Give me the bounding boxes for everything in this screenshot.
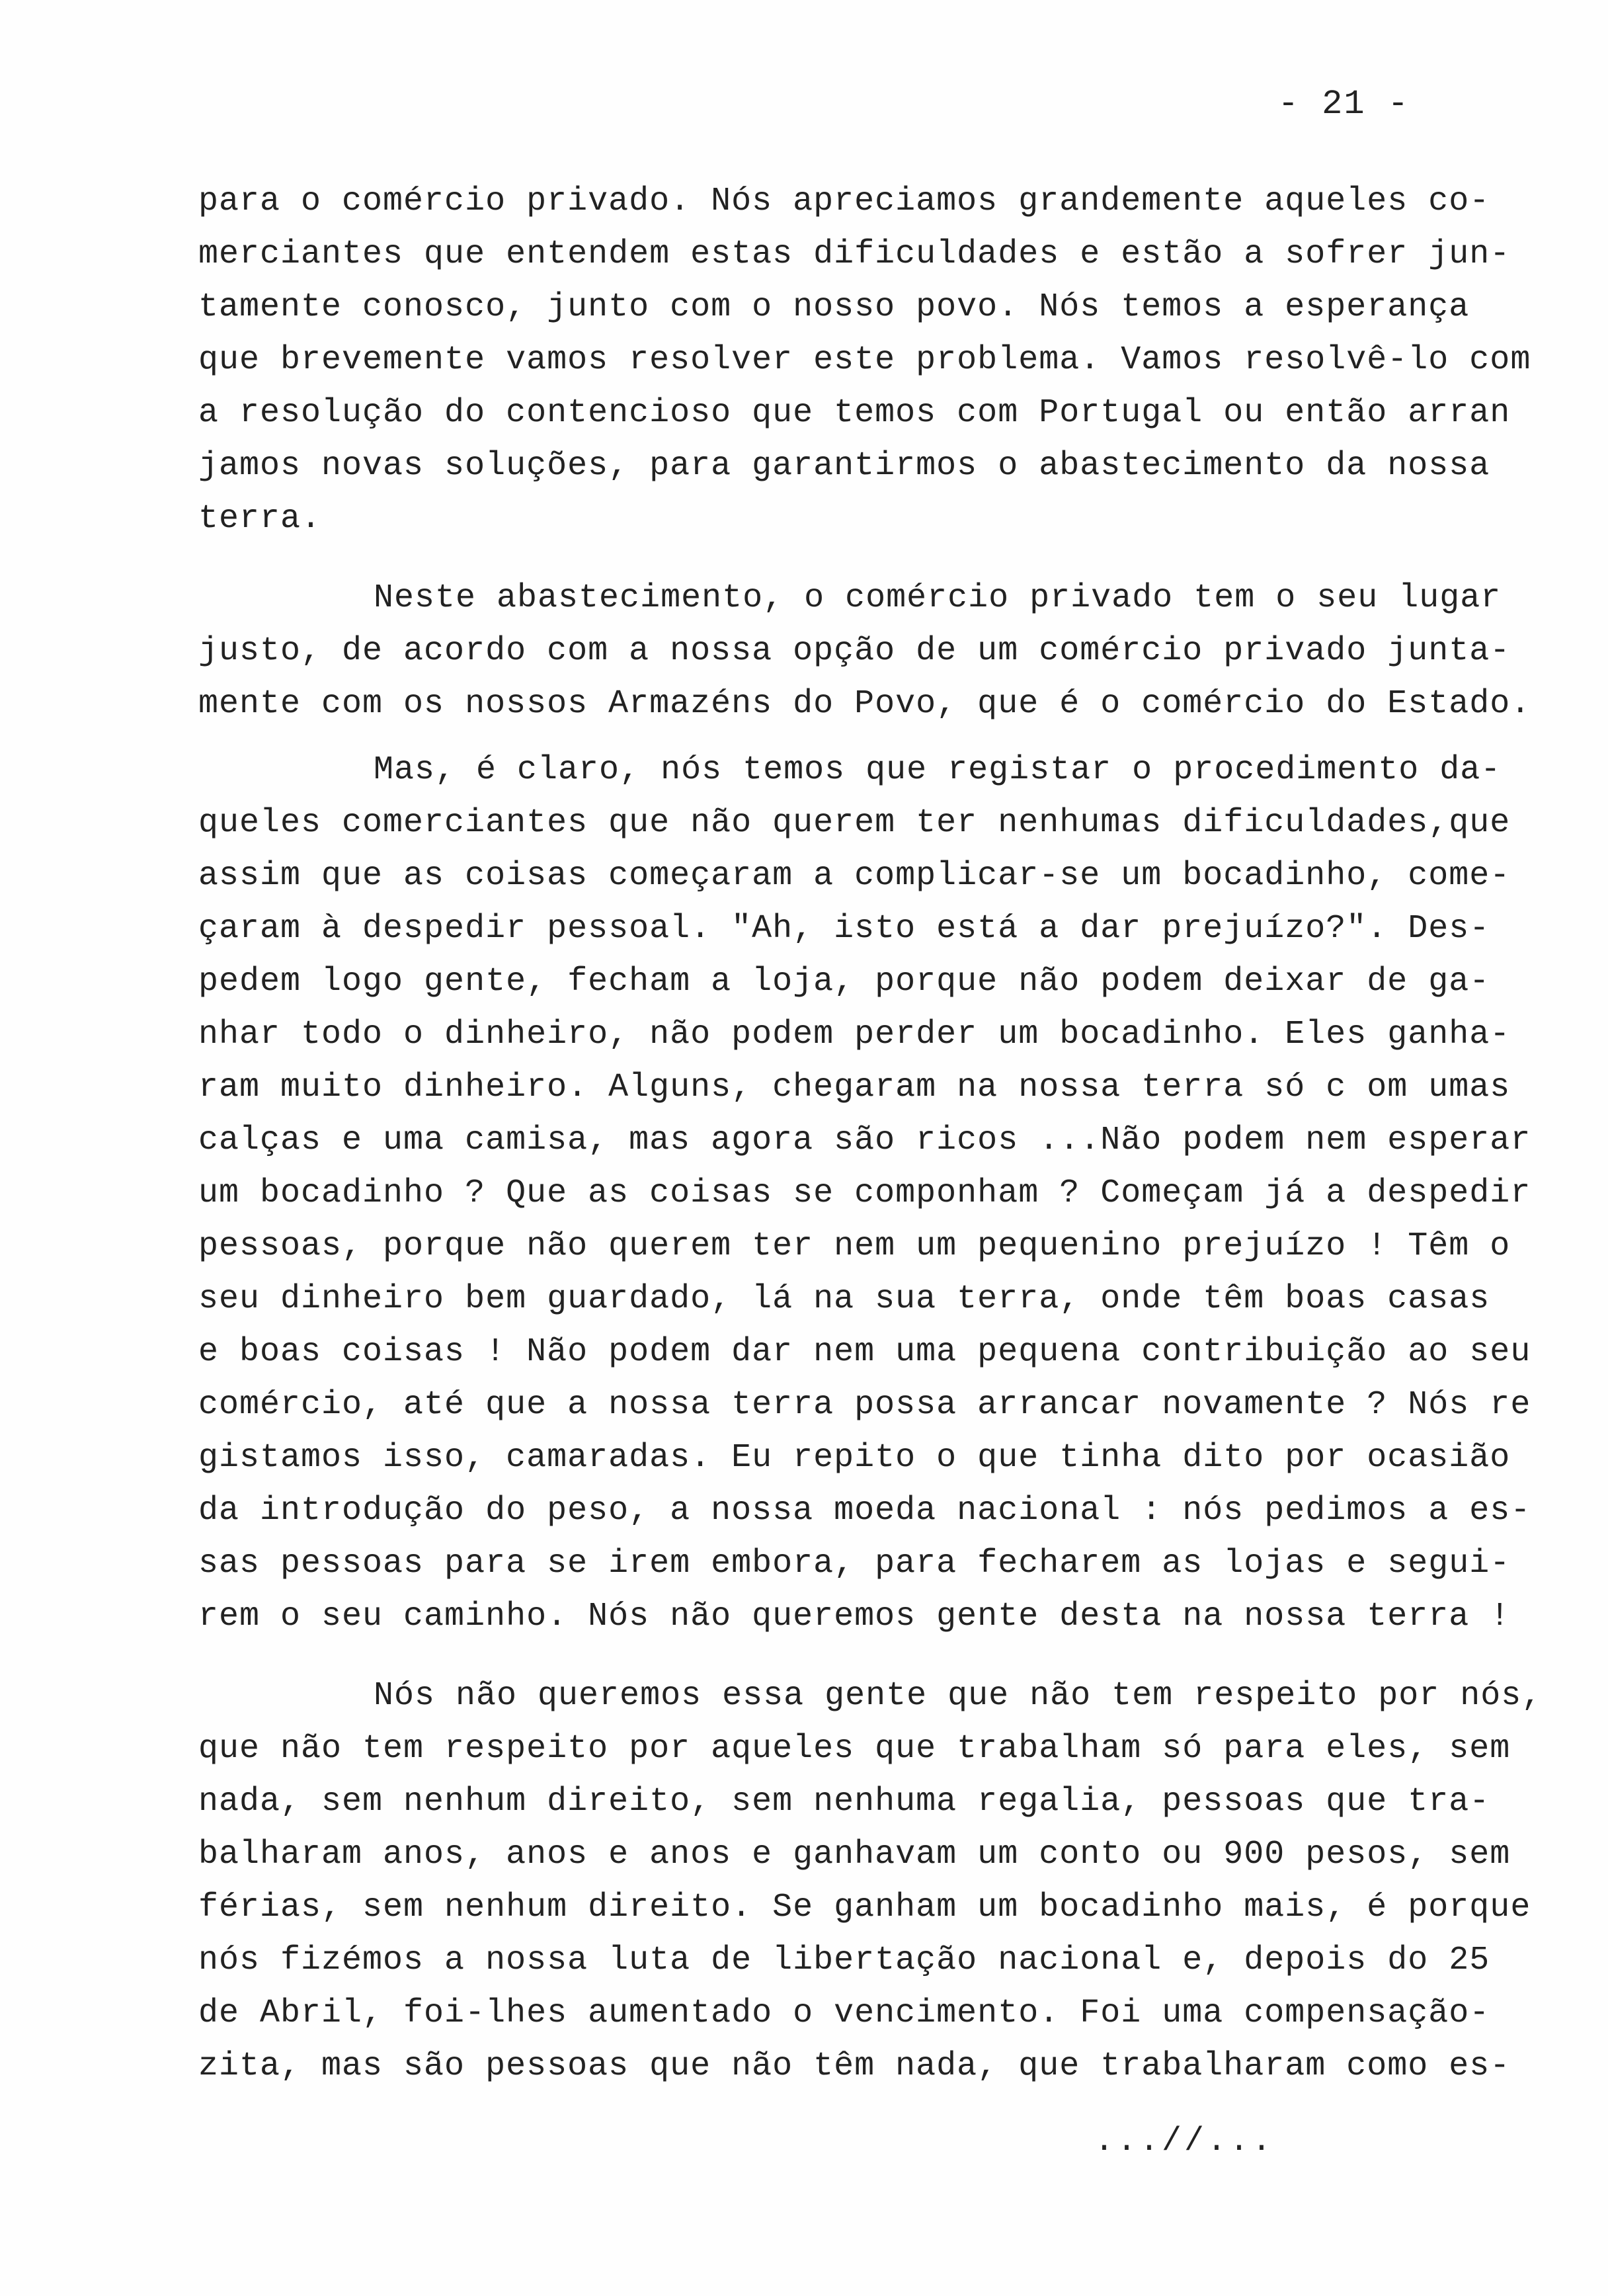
text-line: balharam anos, anos e anos e ganhavam um conto ou 900 pesos, sem [198, 1836, 1511, 1873]
text-line: nada, sem nenhum direito, sem nenhuma regalia, pessoas que tra- [198, 1783, 1490, 1821]
text-line: assim que as coisas começaram a complicar-se um bocadinho, come- [198, 857, 1511, 895]
text-line: Neste abastecimento, o comércio privado tem o seu lugar [374, 579, 1502, 617]
text-line: terra. [198, 500, 322, 538]
paragraph-2 [198, 572, 1531, 731]
text-line: mente com os nossos Armazéns do Povo, que é o comércio do Estado. [198, 685, 1531, 723]
paragraph-4 [198, 1670, 1543, 2093]
paragraph-3 [198, 744, 1531, 1643]
text-line: ram muito dinheiro. Alguns, chegaram na nossa terra só c om umas [198, 1069, 1511, 1106]
text-line: e boas coisas ! Não podem dar nem uma pequena contribuição ao seu [198, 1333, 1531, 1371]
text-line: que brevemente vamos resolver este problema. Vamos resolvê-lo com [198, 341, 1531, 379]
page-number: - 21 - [1277, 85, 1410, 124]
text-line: nhar todo o dinheiro, não podem perder um bocadinho. Eles ganha- [198, 1016, 1511, 1053]
text-line: rem o seu caminho. Nós não queremos gente desta na nossa terra ! [198, 1598, 1511, 1635]
text-line: pessoas, porque não querem ter nem um pequenino prejuízo ! Têm o [198, 1227, 1511, 1265]
text-line: justo, de acordo com a nossa opção de um comércio privado junta- [198, 632, 1511, 670]
text-line: pedem logo gente, fecham a loja, porque não podem deixar de ga- [198, 963, 1490, 1001]
text-line: férias, sem nenhum direito. Se ganham um bocadinho mais, é porque [198, 1889, 1531, 1926]
text-line: jamos novas soluções, para garantirmos o abastecimento da nossa [198, 447, 1490, 485]
text-line: Mas, é claro, nós temos que registar o procedimento da- [374, 751, 1502, 789]
text-line: para o comércio privado. Nós apreciamos grandemente aqueles co- [198, 183, 1490, 220]
text-line: comércio, até que a nossa terra possa arrancar novamente ? Nós re [198, 1386, 1531, 1424]
text-line: sas pessoas para se irem embora, para fecharem as lojas e segui- [198, 1545, 1511, 1582]
text-line: çaram à despedir pessoal. "Ah, isto está a dar prejuízo?". Des- [198, 910, 1490, 948]
text-line: a resolução do contencioso que temos com Portugal ou então arran [198, 394, 1511, 432]
text-line: merciantes que entendem estas dificuldades e estão a sofrer jun- [198, 235, 1511, 273]
text-line: zita, mas são pessoas que não têm nada, que trabalharam como es- [198, 2047, 1511, 2085]
text-line: de Abril, foi-lhes aumentado o vencimento. Foi uma compensação- [198, 1994, 1490, 2032]
text-line: que não tem respeito por aqueles que trabalham só para eles, sem [198, 1730, 1511, 1768]
paragraph-1 [198, 175, 1531, 546]
text-line: seu dinheiro bem guardado, lá na sua terra, onde têm boas casas [198, 1280, 1490, 1318]
text-line: nós fizémos a nossa luta de libertação nacional e, depois do 25 [198, 1942, 1490, 1979]
text-line: um bocadinho ? Que as coisas se componham ? Começam já a despedir [198, 1174, 1531, 1212]
text-line: da introdução do peso, a nossa moeda nacional : nós pedimos a es- [198, 1492, 1531, 1530]
text-line: gistamos isso, camaradas. Eu repito o que tinha dito por ocasião [198, 1439, 1511, 1477]
text-line: queles comerciantes que não querem ter nenhumas dificuldades,que [198, 804, 1511, 842]
continuation-mark: ...//... [1094, 2123, 1275, 2160]
text-line: calças e uma camisa, mas agora são ricos ...Não podem nem esperar [198, 1122, 1531, 1159]
text-line: Nós não queremos essa gente que não tem respeito por nós, [374, 1677, 1543, 1715]
text-line: tamente conosco, junto com o nosso povo. Nós temos a esperança [198, 288, 1470, 326]
